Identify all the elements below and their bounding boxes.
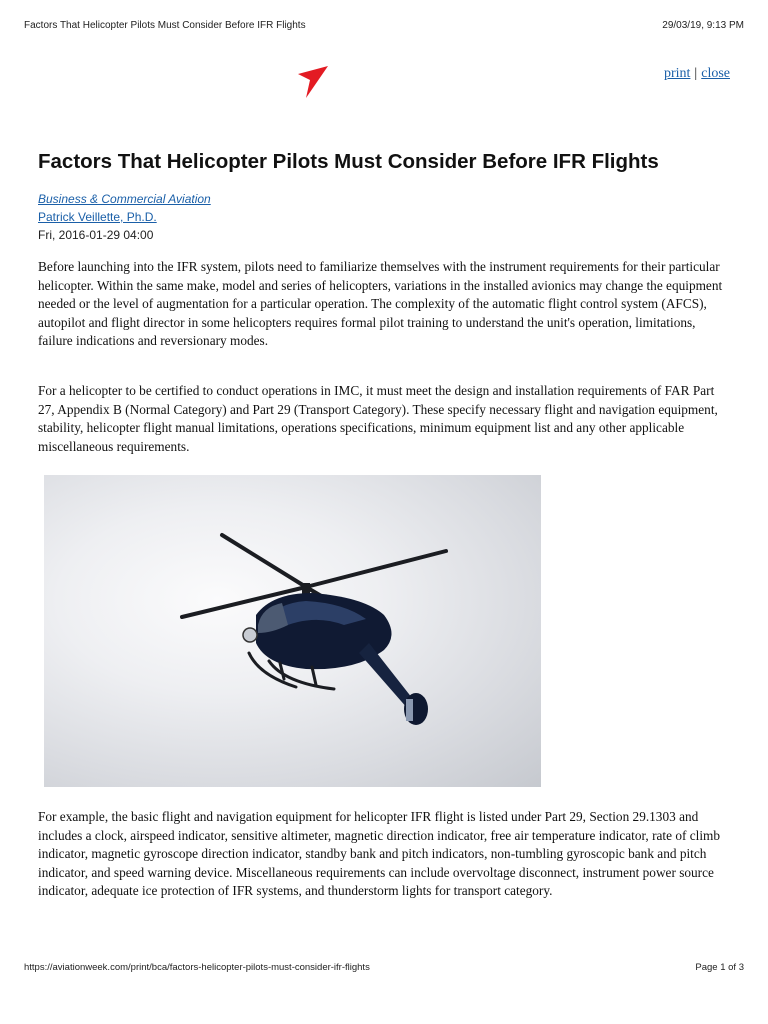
- print-header: [24, 20, 744, 31]
- author-link[interactable]: Patrick Veillette, Ph.D.: [38, 210, 157, 224]
- footer-page-number: Page 1 of 3: [695, 962, 744, 973]
- article-meta: [38, 190, 211, 244]
- print-footer: [24, 962, 744, 973]
- helicopter-photo: [44, 475, 541, 787]
- article-paragraph-3: For example, the basic flight and navigation equipment for helicopter IFR flight is listed under Part 29, Section 29.1303 and includes a clock, airspeed indicator, sensitive altimeter, magnetic direction indicator, free air temperature indicator, rate of climb indicator, magnetic gyroscope direction indicator, standby bank and pitch indicators, non-tumbling gyroscopic bank and pitch indicator, and speed warning device. Miscellaneous requirements can include overvoltage disconnect, instrument power source indicator, adequate ice protection of IFR systems, and thunderstorm lights for transport category.: [38, 809, 721, 899]
- publish-date: Fri, 2016-01-29 04:00: [38, 228, 154, 242]
- article-paragraph-2: For a helicopter to be certified to conduct operations in IMC, it must meet the design and installation requirements of FAR Part 27, Appendix B (Normal Category) and Part 29 (Transport Category). These specify necessary flight and navigation equipment, stability, helicopter flight manual limitations, operations specifications, minimum equipment list and any other applicable miscellaneous requirements.: [38, 383, 718, 454]
- aviationweek-logo-icon: [296, 64, 330, 100]
- close-link[interactable]: close: [701, 66, 730, 81]
- link-separator: |: [694, 66, 698, 81]
- print-link[interactable]: print: [663, 66, 691, 81]
- article-paragraph-1: Before launching into the IFR system, pilots need to familiarize themselves with the instrument requirements for their particular helicopter. Within the same make, model and series of helicopters, variations in the installed avionics may change the equipment needed or the level of augmentation for a particular operation. The complexity of the automatic flight control system (AFCS), autopilot and flight director in some helicopters requires formal pilot training to understand the unit's operation, limitations, failure indications and reversionary modes.: [38, 259, 723, 349]
- article-title: Factors That Helicopter Pilots Must Consider Before IFR Flights: [38, 150, 659, 173]
- print-header-title: Factors That Helicopter Pilots Must Consider Before IFR Flights: [24, 20, 306, 31]
- print-close-links: [664, 66, 730, 82]
- footer-url: https://aviationweek.com/print/bca/factors-helicopter-pilots-must-consider-ifr-flights: [24, 962, 370, 973]
- print-header-timestamp: 29/03/19, 9:13 PM: [662, 20, 744, 31]
- section-link[interactable]: Business & Commercial Aviation: [38, 192, 211, 206]
